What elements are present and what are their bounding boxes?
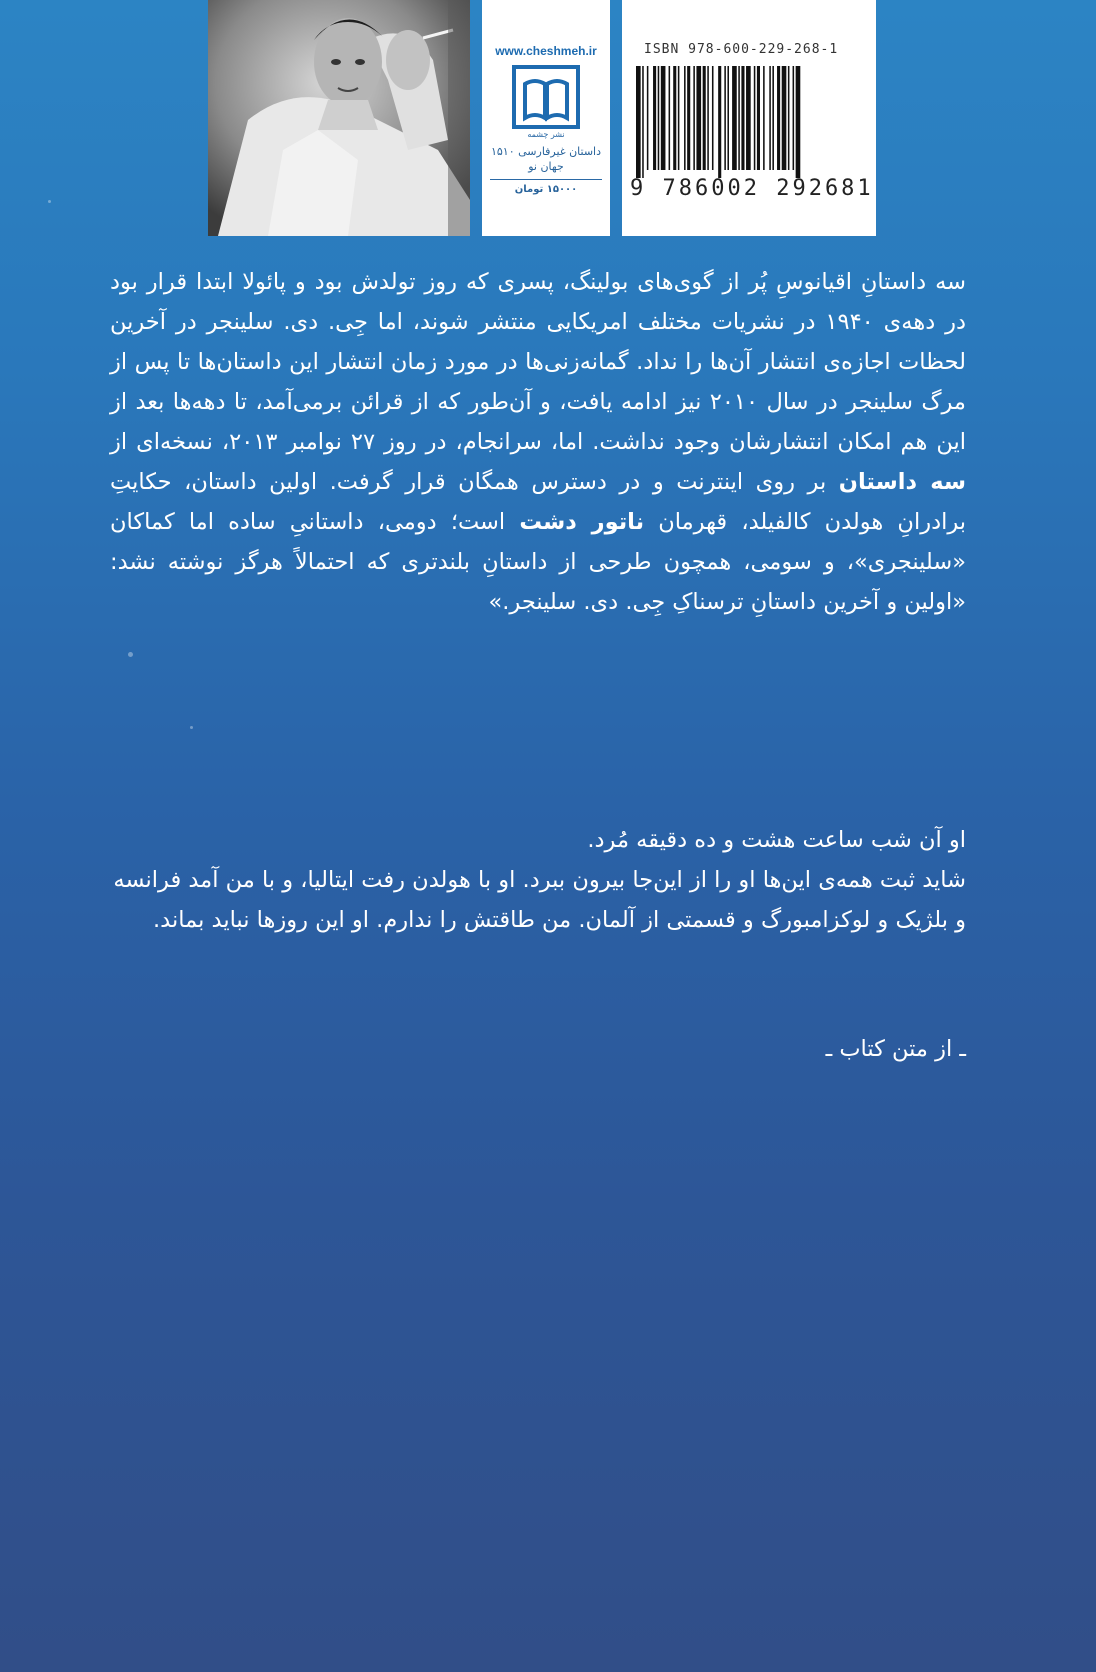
decorative-speck: [128, 652, 133, 657]
barcode-bar: [696, 66, 701, 170]
divider: [490, 179, 602, 180]
book-title-emphasis: سه داستان: [838, 469, 966, 495]
barcode-bar: [673, 66, 676, 170]
barcode-bar: [796, 66, 801, 178]
barcode-bar: [718, 66, 721, 178]
barcode-bar: [669, 66, 671, 170]
barcode-bar: [732, 66, 737, 170]
barcode-bar: [772, 66, 774, 170]
barcode-bar: [658, 66, 660, 170]
barcode-bar: [687, 66, 690, 170]
quote-line-1: او آن شب ساعت هشت و ده دقیقه مُرد.: [587, 827, 966, 853]
description-part-2: بر روی اینترنت و در دسترس همگان قرار گرفت. اولین داستان، حکایتِ برادرانِ هولدن کالفیلد، قهرمان: [110, 469, 967, 535]
series-label: داستان غیرفارسی ۱۵۱۰: [490, 145, 601, 158]
novel-title-emphasis: ناتور دشت: [519, 509, 645, 535]
decorative-speck: [48, 200, 51, 203]
excerpt-source: ـ از متن کتاب ـ: [825, 1036, 966, 1062]
barcode-bar: [653, 66, 656, 170]
publisher-logo-icon: [511, 64, 581, 130]
barcode-bar: [769, 66, 771, 170]
barcode-box: [622, 0, 876, 236]
subseries-label: جهان نو: [528, 160, 564, 173]
barcode-bar: [782, 66, 787, 170]
imprint-label: نشر چشمه: [527, 130, 565, 139]
barcode-bar: [642, 66, 644, 178]
barcode-bar: [777, 66, 780, 170]
barcode-bar: [678, 66, 680, 170]
barcode-bar: [661, 66, 666, 170]
barcode-bar: [636, 66, 641, 178]
decorative-speck: [190, 726, 193, 729]
excerpt-quote: [110, 820, 966, 940]
barcode-bar: [788, 66, 790, 170]
description-text: [110, 262, 966, 622]
publisher-box: [482, 0, 610, 236]
barcode-icon: [634, 66, 864, 178]
barcode-bar: [693, 66, 695, 170]
barcode-bar: [684, 66, 686, 170]
quote-line-2: شاید ثبت همه‌ی این‌ها او را از این‌جا بیرون ببرد. او با هولدن رفت ایتالیا، و با من آمد فرانسه و بلژیک و لوکزامبورگ و قسمتی از آلمان. من طاقتش را ندارم. او این روزها نباید بماند.: [113, 867, 966, 933]
barcode-bar: [712, 66, 714, 170]
barcode-bar: [741, 66, 744, 170]
barcode-bar: [763, 66, 765, 170]
publisher-url[interactable]: www.cheshmeh.ir: [495, 44, 597, 58]
barcode-bar: [793, 66, 795, 170]
description-part-3: است؛ دومی، داستانیِ ساده اما کماکان «سلینجری»، و سومی، همچون طرحی از داستانِ بلندتری که احتمالاً هرگز نوشته نشد: «اولین و آخرین داستانِ ترسناکِ جِی. دی. سلینجر.»: [110, 509, 966, 615]
price-label: ۱۵۰۰۰ تومان: [514, 184, 578, 195]
barcode-bar: [703, 66, 706, 170]
barcode-bar: [647, 66, 649, 170]
barcode-bar: [727, 66, 729, 170]
barcode-bar: [724, 66, 726, 170]
barcode-bar: [738, 66, 740, 170]
barcode-bar: [746, 66, 751, 170]
description-part-1: سه داستانِ اقیانوسِ پُر از گوی‌های بولینگ، پسری که روز تولدش بود و پائولا ابتدا قرار بود در دهه‌ی ۱۹۴۰ در نشریات مختلف امریکایی منتشر شوند، اما جِی. دی. سلینجر در آخرین لحظات اجازه‌ی انتشار آن‌ها را نداد. گمانه‌زنی‌ها در مورد زمان انتشار این داستان‌ها تا پس از مرگ سلینجر در سال ۲۰۱۰ نیز ادامه یافت، و آن‌طور که از قرائن برمی‌آمد، تا دهه‌ها بعد از این هم امکان انتشارشان وجود نداشت. اما، سرانجام، در روز ۲۷ نوامبر ۲۰۱۳، نسخه‌ای از: [110, 269, 967, 455]
isbn-text: ISBN 978-600-229-268-1: [644, 42, 839, 57]
author-photo: [208, 0, 470, 236]
barcode-bar: [707, 66, 709, 170]
barcode-bar: [757, 66, 760, 170]
barcode-digits: 9 786002 292681: [630, 176, 874, 201]
barcode-bar: [754, 66, 756, 170]
